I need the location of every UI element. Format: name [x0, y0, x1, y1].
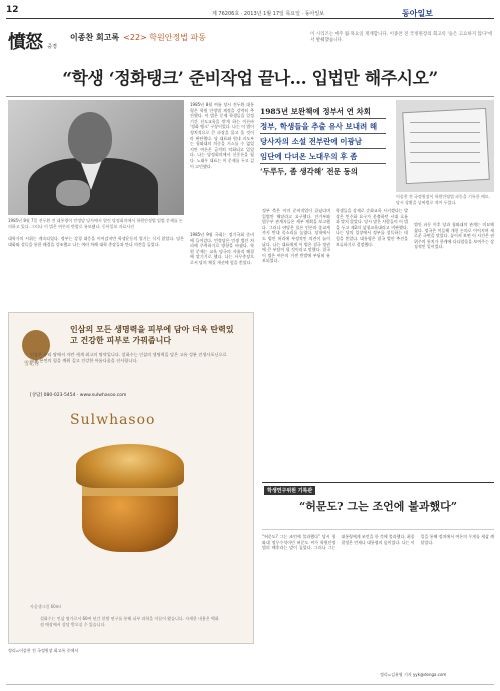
pull-line-4: 임단에 다녀온 노대우의 후 좀	[260, 152, 358, 161]
memo-line	[410, 142, 480, 143]
body-col-6: 대학가의 시위는 계속되었다. 정부는 강경 대응을 이어갔지만 학생운동의 열기는 식지 않았다. 당은 대화와 설득을 통한 해결을 강조했고 나는 여러 차례 대학 총장들과 만나 의견을 들었다.	[8, 236, 184, 247]
author-title: 이종찬 회고록	[70, 33, 120, 42]
photo-caption: 1985년 8월 7일 전두환 전 대통령이 민정당 당사에서 열린 당정회의에서 학원안정법 입법 문제를 논의하고 있다. 그러나 이 법은 여론의 반발로 유보됐다. 동아일보 자료사진	[8, 218, 183, 229]
photo-figure-hand	[56, 180, 90, 206]
series-title	[70, 32, 206, 43]
sidebar-label: 학생연구위원 기록관	[264, 486, 315, 495]
memo-photo	[396, 100, 494, 192]
series-brand-text: 憤怒	[8, 32, 42, 53]
ad-logo-text: 雪花秀	[24, 361, 40, 367]
byline: 정리=김유영 기자 yyk@donga.com	[380, 672, 447, 677]
pull-line-5: ‘두루두, 좀 생각해’ 전문 동의	[260, 167, 358, 176]
ad-disclaimer: 설화수는 인삼 명가로서 60여 년간 한방 연구를 통해 피부 과학을 이끌어 왔습니다. 자세한 내용은 백화점 매장에서 상담 받으실 수 있습니다.	[40, 616, 219, 627]
series-blurb: 이 시리즈는 매주 월·목요일 게재합니다. 이종찬 전 국정원장의 회고록 '숲은 고요하지 않다'에서 발췌했습니다.	[310, 32, 492, 43]
pull-line-1: 1985년 보완책에 정부서 연 차회	[260, 107, 372, 116]
ad-product-jar	[76, 444, 184, 554]
ad-brand-name: Sulwhasoo	[70, 412, 156, 428]
episode-label: <22> 학원안정법 파동	[123, 33, 206, 42]
jar-lid	[76, 444, 184, 488]
photo-figure-head	[68, 112, 112, 164]
body-col-3: 학생들을 강제로 순화교육 시키겠다는 발상은 민주화 요구가 분출하던 시대 흐름과 맞지 않았다. 당시 많은 사람들이 이 법을 두고 제2의 삼청교육대라고 비판했다. 나는 당의 입장에서 정부를 설득하는 데 힘을 쏟았다. 대통령은 결국 법안 추진을 보류하기로 결정했다.	[336, 208, 408, 247]
pull-line-3: 당사자의 소설 전부란에 이광남	[260, 137, 363, 146]
ad-headline: 인삼의 모든 생명력을 피부에 담아 더욱 탄력있고 건강한 피부로 가꿔줍니다	[70, 324, 234, 345]
memo-line	[410, 122, 480, 123]
sidebar-title: “허문도? 그는 조언에 불과했다”	[298, 500, 458, 513]
ad-body: 인삼은 우리 땅에서 자란 세계 최고의 명약입니다. 설화수는 인삼의 생명력을 담은 고유 성분 진생사포닌으로 피부 본연의 힘을 깨워 깊고 건강한 아름다움을 선사합니다.	[30, 352, 227, 363]
pull-rule	[260, 133, 386, 134]
memo-line	[410, 152, 480, 153]
memo-caption: 이종찬 전 국정원장이 학원안정법 파동을 기록한 메모. 당시 상황을 날짜별로 적어 두었다.	[396, 194, 490, 205]
bottom-rule	[6, 684, 494, 685]
pull-rule	[260, 118, 386, 119]
main-headline: “학생 ‘정화탱크’ 준비작업 끝나… 입법만 해주시오”	[62, 69, 438, 89]
ad-phone: [상담] 080-023-5454 · www.sulwhasoo.com	[30, 393, 127, 398]
series-brand	[8, 28, 57, 54]
body-col-1: 1985년 8월 여름 당시 전두환 대통령은 학원 안정법 제정을 강력히 추진했다. 이 법은 문제 학생들을 일정 기간 선도교육을 받게 하는 이른바 '정화 탱크' 구상이었다. 나는 이 법이 정치적으로 큰 파장을 몰고 올 것이라 판단했다. 당 대표와 원내 지도부는 청와대의 의중을 거스를 수 없었지만 여론은 급격히 악화되고 있었다. 나는 당정회의에서 신중론을 폈다. 노태우 대표는 이 문제를 두고 깊이 고민했다.	[190, 102, 254, 169]
paper-logo: 동아일보	[402, 8, 433, 18]
date-line: 제 76206호 · 2013년 1월 17일 목요일 · 동아일보	[212, 11, 325, 17]
memo-line	[410, 132, 480, 133]
pull-line-2: 정부, 학생들을 추출 유사 보내려 해	[260, 122, 378, 131]
body-col-4: 법안 파동 이후 당과 청와대의 관계는 미묘해졌다. 정국은 이듬해 개헌 논의로 이어지며 새로운 국면을 맞았다. 돌이켜 보면 이 사건은 권위주의 통치가 한계에 다다랐음을 보여주는 상징적인 일이었다.	[414, 222, 494, 250]
article-photo	[8, 100, 184, 215]
header-rule	[6, 18, 494, 19]
ad-product-id: 자음생크림 60ml	[30, 604, 61, 609]
title-rule	[6, 96, 494, 97]
body-col-2: 정부 측은 이미 준비작업이 끝났다며 입법만 해달라고 요구했다. 안기부와 법무부 관계자들은 세부 계획을 보고했다. 그러나 야당은 물론 언론과 종교계까지 반대 목소리를 높였다. 당내에서도 법안 처리에 부정적인 의견이 늘어났다. 나는 대표에게 이 법은 결국 정권에 큰 부담이 될 것이라고 말했다. 결국 이 법은 여론의 거센 반발에 부딪혀 유보되었다.	[262, 208, 330, 264]
pull-rule	[260, 163, 386, 164]
memo-book	[402, 108, 490, 184]
pull-quote	[260, 106, 386, 177]
bottom-note: 정리=이종찬 전 국정원장 회고록 중에서	[8, 648, 79, 653]
pull-rule	[260, 148, 386, 149]
sidebar-body: “허문도? 그는 조언에 불과했다” 당시 청와대 정무수석이던 허문도 씨가 학원안정법의 배후라는 말이 돌았다. 그러나 그는 대통령에게 조언을 한 것에 불과했다. 최종 결정은 언제나 대통령의 몫이었다. 나는 이 일을 통해 정치에서 여론의 무게를 새삼 깨달았다.	[262, 534, 494, 551]
memo-line	[410, 162, 480, 163]
series-brand-sub: 중경	[47, 44, 57, 50]
page-number: 12	[6, 5, 19, 15]
body-col-5: 1985년 9월 국회는 정기국회 준비에 들어갔다. 민정당은 민생 법안 처리에 주력하기로 방향을 바꿨다. 학원 문제는 교육 당국의 자율적 해결에 맡기기로 했다. 나는 사무총장으로서 당의 체질 개선에 힘을 쏟았다.	[190, 232, 254, 265]
